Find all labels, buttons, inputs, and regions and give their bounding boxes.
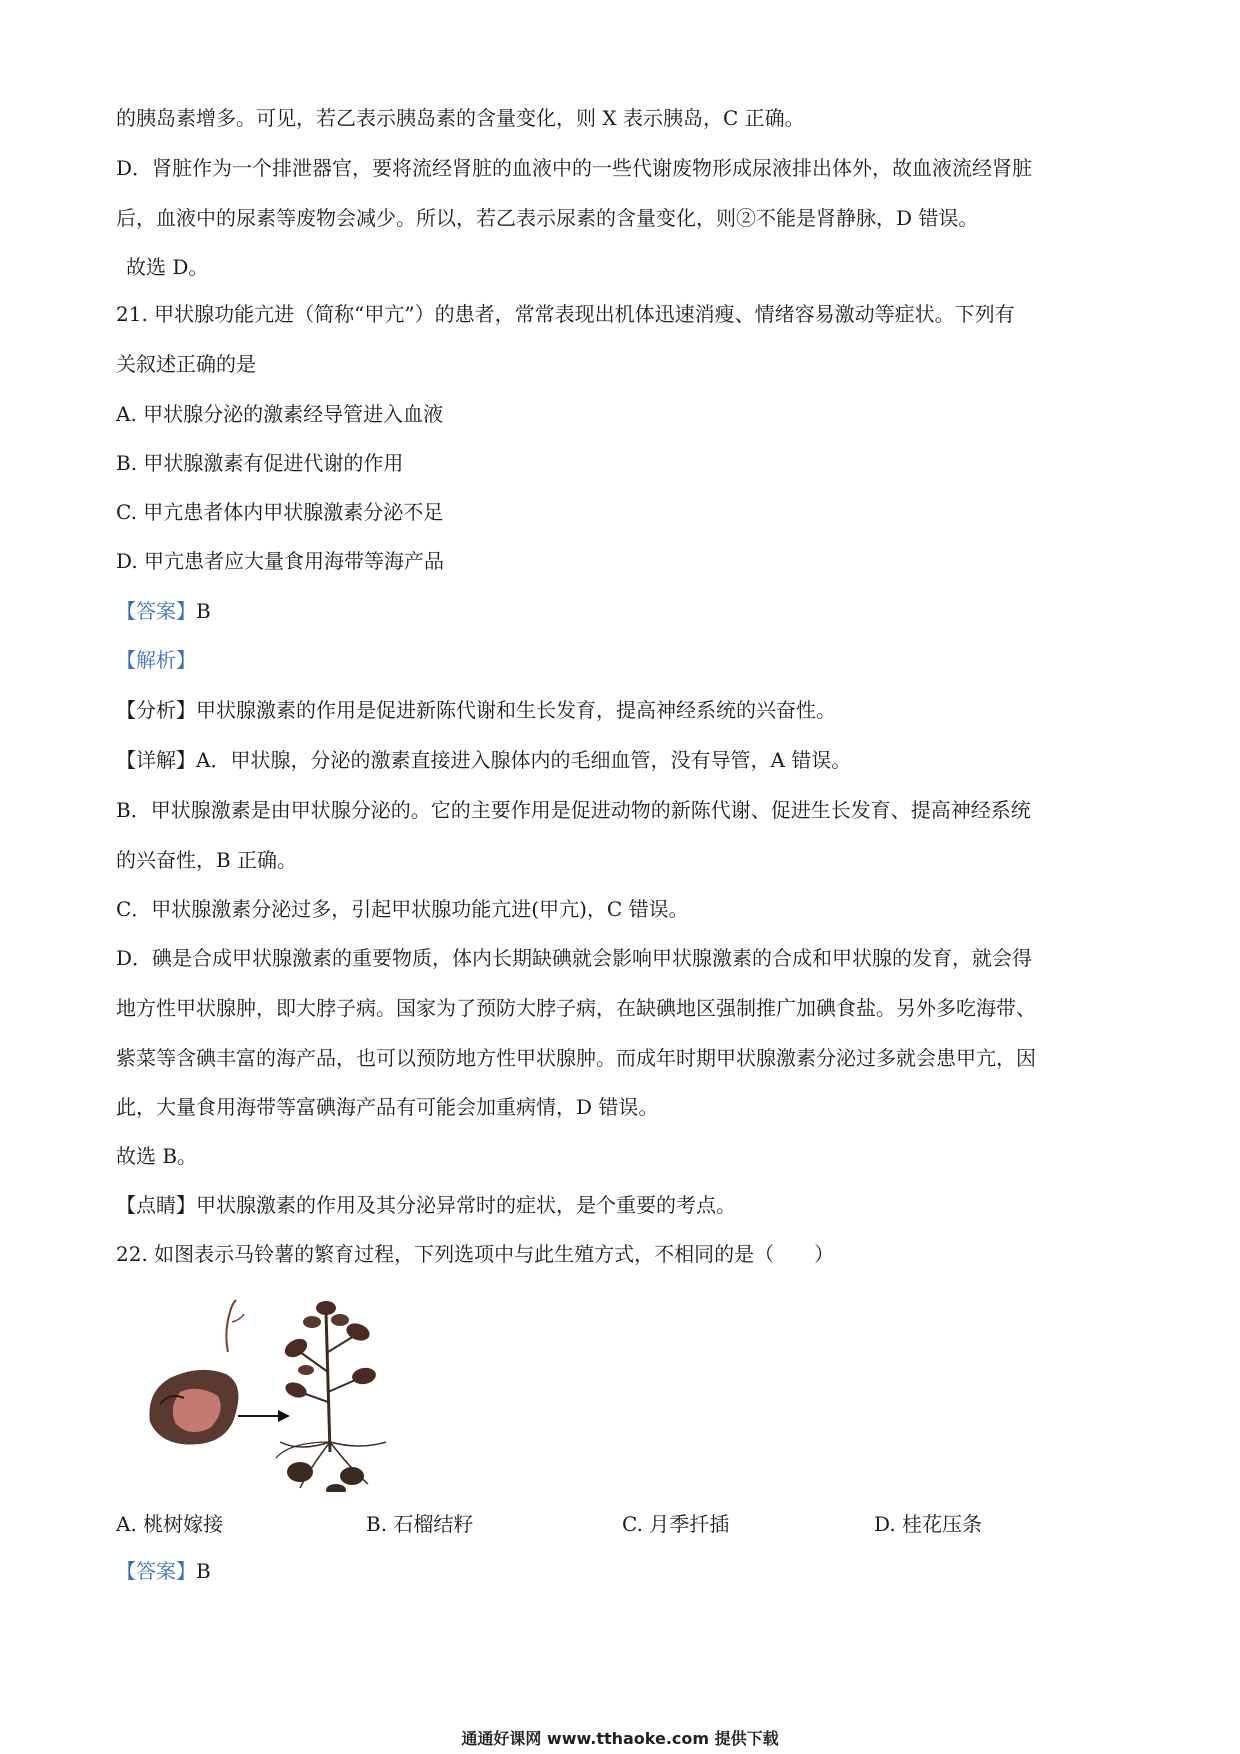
q21-detail-b1: B．甲状腺激素是由甲状腺分泌的。它的主要作用是促进动物的新陈代谢、促进生长发育、提高神经系统 [116, 798, 1031, 822]
fenxi-tag: 【分析】 [116, 698, 196, 722]
q21-option-b: B. 甲状腺激素有促进代谢的作用 [116, 451, 404, 475]
q22-option-b: B. 石榴结籽 [366, 1512, 474, 1536]
q21-detail-d1: D．碘是合成甲状腺激素的重要物质，体内长期缺碘就会影响甲状腺激素的合成和甲状腺的发育，就会得 [116, 946, 1033, 970]
q21-option-c: C. 甲亢患者体内甲状腺激素分泌不足 [116, 500, 444, 524]
q22-options [116, 1508, 1116, 1538]
q21-detail-d3: 紫菜等含碘丰富的海产品，也可以预防地方性甲状腺肿。而成年时期甲状腺激素分泌过多就会患甲亢，因 [116, 1046, 1036, 1070]
detail-tag: 【详解】 [116, 748, 196, 772]
answer-tag: 【答案】 [116, 599, 196, 623]
arrow-icon [238, 1410, 290, 1422]
q21-detail-d4: 此，大量食用海带等富碘海产品有可能会加重病情，D 错误。 [116, 1095, 659, 1119]
choose-line: 故选 D。 [126, 255, 209, 279]
detail-a-text: A．甲状腺，分泌的激素直接进入腺体内的毛细血管，没有导管，A 错误。 [196, 748, 852, 772]
text-line: 的胰岛素增多。可见，若乙表示胰岛素的含量变化，则 X 表示胰岛，C 正确。 [116, 106, 805, 130]
q21-detail-a [116, 746, 1120, 774]
q21-detail-d2: 地方性甲状腺肿，即大脖子病。国家为了预防大脖子病，在缺碘地区强制推广加碘食盐。另外多吃海带、 [116, 996, 1036, 1020]
question-22-stem: 22. 如图表示马铃薯的繁育过程，下列选项中与此生殖方式，不相同的是（ ） [116, 1242, 835, 1266]
dianjing-tag: 【点睛】 [116, 1193, 196, 1217]
q22-option-d: D. 桂花压条 [874, 1512, 983, 1536]
q21-answer [116, 597, 1120, 625]
question-21-stem-cont: 关叙述正确的是 [116, 352, 256, 376]
answer-value: B [196, 1559, 211, 1583]
q21-option-d: D. 甲亢患者应大量食用海带等海产品 [116, 549, 445, 573]
seed-potato-icon [149, 1300, 244, 1445]
text-line: 后，血液中的尿素等废物会减少。所以，若乙表示尿素的含量变化，则②不能是肾静脉，D 错误。 [116, 206, 979, 230]
answer-value: B [196, 599, 211, 623]
answer-tag: 【答案】 [116, 1559, 196, 1583]
text-line: D．肾脏作为一个排泄器官，要将流经肾脏的血液中的一些代谢废物形成尿液排出体外，故血液流经肾脏 [116, 156, 1033, 180]
q21-analysis-heading [116, 646, 1120, 674]
q21-choose: 故选 B。 [116, 1144, 198, 1168]
q21-detail-b2: 的兴奋性，B 正确。 [116, 848, 298, 872]
analysis-tag: 【解析】 [116, 648, 196, 672]
dianjing-text: 甲状腺激素的作用及其分泌异常时的症状，是个重要的考点。 [196, 1193, 736, 1217]
question-21-stem: 21. 甲状腺功能亢进（简称“甲亢”）的患者，常常表现出机体迅速消瘦、情绪容易激动等症状。下列有 [116, 302, 1015, 326]
q21-fenxi [116, 696, 1120, 724]
q21-detail-c: C．甲状腺激素分泌过多，引起甲状腺功能亢进(甲亢)，C 错误。 [116, 897, 689, 921]
page-footer: 通通好课网 www.tthaoke.com 提供下载 [461, 1729, 779, 1748]
potato-propagation-figure [140, 1292, 400, 1492]
q21-dianjing [116, 1191, 1120, 1219]
q22-option-a: A. 桃树嫁接 [116, 1512, 224, 1536]
q21-option-a: A. 甲状腺分泌的激素经导管进入血液 [116, 402, 444, 426]
fenxi-text: 甲状腺激素的作用是促进新陈代谢和生长发育，提高神经系统的兴奋性。 [196, 698, 836, 722]
q22-answer [116, 1557, 1120, 1585]
q22-option-c: C. 月季扦插 [622, 1512, 730, 1536]
potato-plant-icon [276, 1301, 386, 1492]
